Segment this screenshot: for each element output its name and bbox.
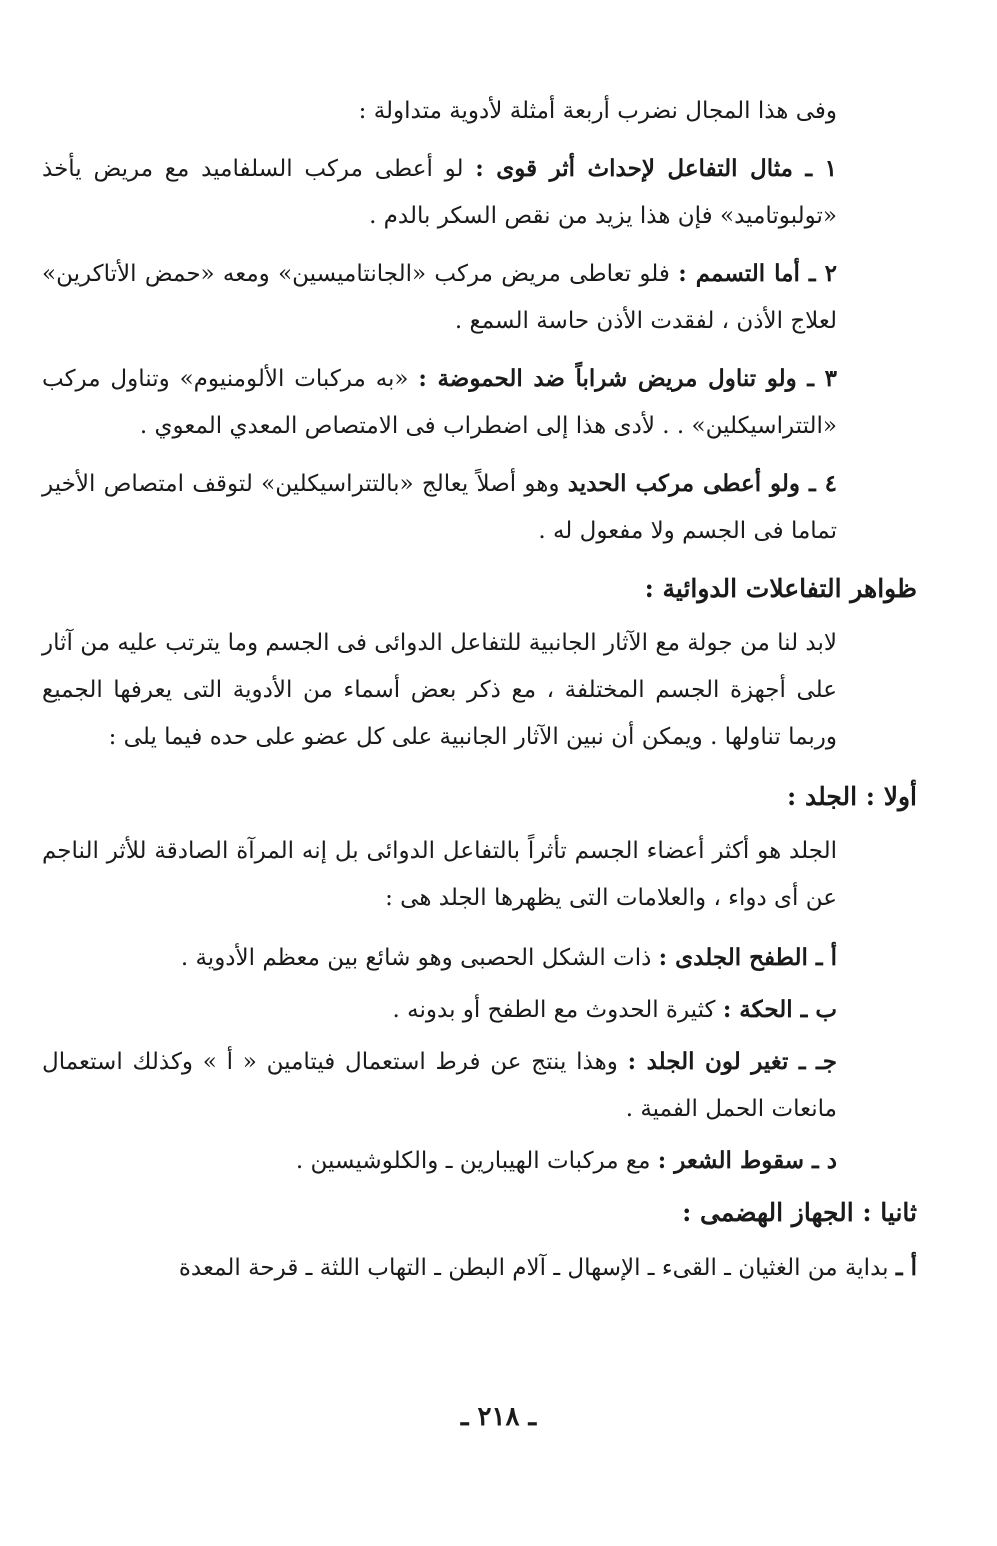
example-1-lead: ١ ـ مثال التفاعل لإحداث أثر قوى :	[475, 155, 837, 182]
skin-heading: أولا : الجلد :	[787, 782, 917, 811]
digestive-heading: ثانيا : الجهاز الهضمى :	[682, 1198, 917, 1227]
example-2-text: فلو تعاطى مريض مركب «الجانتاميسين» ومعه «حمض الأتاكرين» لعلاج الأذن ، لفقدت الأذن حاسة السمع .	[42, 261, 837, 334]
example-4-text: وهو أصلاً يعالج «بالتتراسيكلين» لتوقف امتصاص الأخير تماما فى الجسم ولا مفعول له .	[42, 471, 837, 544]
example-2	[42, 250, 917, 345]
example-2-lead: ٢ ـ أما التسمم :	[678, 260, 838, 287]
digestive-item-a	[42, 1244, 917, 1292]
example-3	[42, 355, 917, 450]
intro-line: وفى هذا المجال نضرب أربعة أمثلة لأدوية متداولة :	[358, 98, 837, 124]
skin-item-b-text: كثيرة الحدوث مع الطفح أو بدونه .	[392, 997, 716, 1023]
skin-item-d-text: مع مركبات الهيبارين ـ والكلوشيسين .	[295, 1148, 651, 1174]
example-3-lead: ٣ ـ ولو تناول مريض شراباً ضد الحموضة :	[418, 365, 837, 392]
skin-item-a-lead: أ ـ الطفح الجلدى :	[658, 944, 837, 971]
skin-item-d-lead: د ـ سقوط الشعر :	[657, 1147, 837, 1174]
digestive-item-a-lead: أ ـ	[895, 1254, 917, 1281]
skin-item-c	[42, 1038, 917, 1133]
skin-item-b-lead: ب ـ الحكة :	[722, 996, 837, 1023]
example-4	[42, 460, 917, 555]
skin-paragraph: الجلد هو أكثر أعضاء الجسم تأثراً بالتفاعل الدوائى بل إنه المرآة الصادقة للأثر الناجم عن أى دواء ، والعلامات التى يظهرها الجلد هى :	[42, 838, 837, 911]
example-3-text: «به مركبات الألومنيوم» وتناول مركب «التتراسيكلين» . . لأدى هذا إلى اضطراب فى الامتصاص المعدي المعوي .	[42, 366, 837, 439]
example-4-lead: ٤ ـ ولو أعطى مركب الحديد	[567, 470, 838, 497]
skin-item-b	[42, 986, 917, 1034]
example-1-text: لو أعطى مركب السلفاميد مع مريض يأخذ «تولبوتاميد» فإن هذا يزيد من نقص السكر بالدم .	[42, 156, 837, 229]
example-1	[42, 145, 917, 240]
skin-item-c-text: وهذا ينتج عن فرط استعمال فيتامين « أ » وكذلك استعمال مانعات الحمل الفمية .	[42, 1049, 837, 1122]
skin-item-d	[42, 1137, 917, 1185]
document-page	[42, 88, 917, 1292]
skin-item-a-text: ذات الشكل الحصبى وهو شائع بين معظم الأدوية .	[180, 945, 652, 971]
page-number: ـ ٢١٨ ـ	[460, 1402, 537, 1432]
skin-item-c-lead: جـ ـ تغير لون الجلد :	[627, 1048, 838, 1075]
section-heading: ظواهر التفاعلات الدوائية :	[644, 574, 917, 603]
digestive-item-a-text: بداية من الغثيان ـ القىء ـ الإسهال ـ آلام البطن ـ التهاب اللثة ـ قرحة المعدة	[178, 1255, 889, 1281]
skin-item-a	[42, 934, 917, 982]
section-paragraph: لابد لنا من جولة مع الآثار الجانبية للتفاعل الدوائى فى الجسم وما يترتب عليه من آثار على أجهزة الجسم المختلفة ، مع ذكر بعض أسماء من الأدوية التى يعرفها الجميع وربما تناولها . ويمكن أن نبين الآثار الجانبية على كل عضو على حده فيما يلى :	[42, 630, 837, 750]
